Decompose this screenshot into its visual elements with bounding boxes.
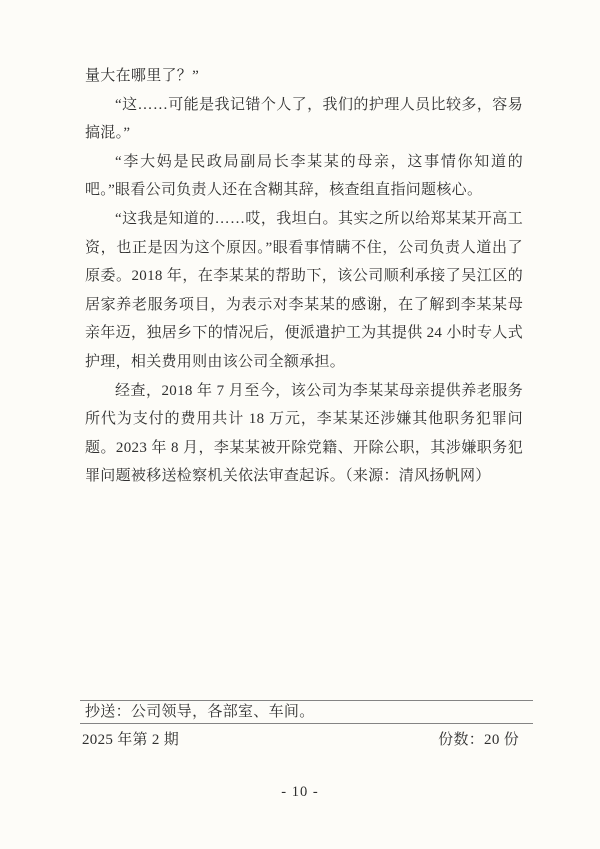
paragraph: “这我是知道的……哎，我坦白。其实之所以给郑某某开高工资，也正是因为这个原因。”眼看事情瞒不住，公司负责人道出了原委。2018 年，在李某某的帮助下，该公司顺利承接了吴江区的居家养老服务项目，为表示对李某某的感谢，在了解到李某某母亲年迈，独居乡下的情况后，便派遣护工为其提供 24 小时专人式护理，相关费用则由该公司全额承担。	[85, 210, 523, 370]
page-number: - 10 -	[281, 784, 319, 800]
paragraph: 经查，2018 年 7 月至今，该公司为李某某母亲提供养老服务所代为支付的费用共计 18 万元，李某某还涉嫌其他职务犯罪问题。2023 年 8 月，李某某被开除党籍、开除公职，其涉嫌职务犯罪问题被移送检察机关依法审查起诉。（来源：清风扬帆网）	[85, 382, 523, 485]
paragraph-continuation: 量大在哪里了？”	[85, 68, 200, 84]
issue-label: 2025 年第 2 期	[82, 732, 180, 748]
copies-label: 份数：20 份	[438, 732, 519, 748]
footer-top-rule	[80, 700, 533, 701]
footer-meta-row	[82, 730, 519, 750]
footer-middle-rule	[80, 723, 533, 724]
paragraph: “这……可能是我记错个人了，我们的护理人员比较多，容易搞混。”	[85, 96, 523, 142]
paragraph: “李大妈是民政局副局长李某某的母亲，这事情你知道的吧。”眼看公司负责人还在含糊其辞，核查组直指问题核心。	[85, 153, 523, 199]
document-body	[85, 62, 523, 491]
cc-recipients-line: 抄送：公司领导，各部室、车间。	[85, 704, 315, 720]
